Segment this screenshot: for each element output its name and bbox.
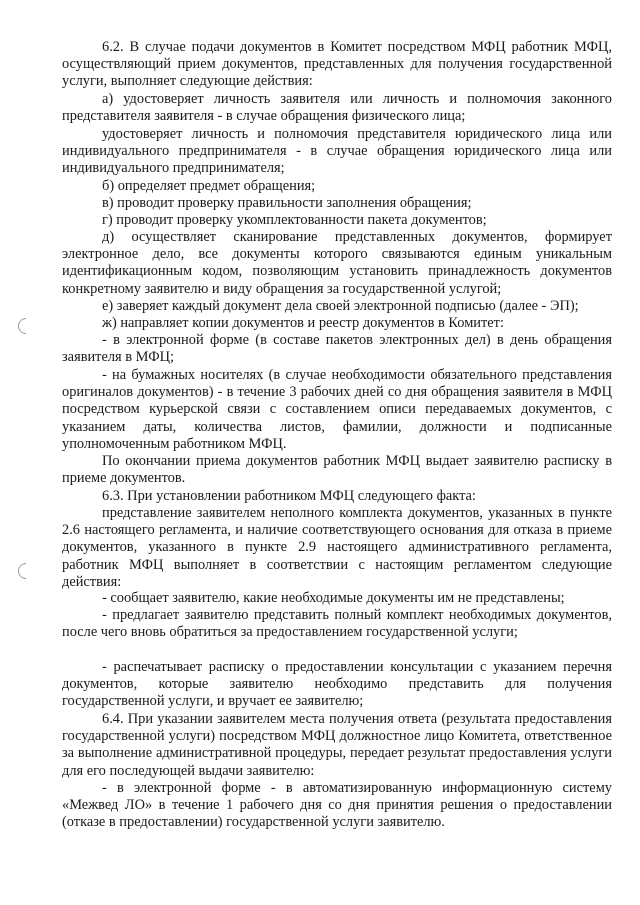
punch-hole-mark-top	[15, 315, 38, 338]
paragraph-6-3-intro: 6.3. При установлении работником МФЦ следующего факта:	[102, 488, 476, 504]
paragraph-legal-entity: удостоверяет личность и полномочия представителя юридического лица или индивидуального предпринимателя - в случае обращения юридического лица или индивидуального предпринимателя;	[62, 126, 612, 177]
paragraph-electronic-form: - в электронной форме (в составе пакетов электронных дел) в день обращения заявителя в МФЦ;	[62, 332, 612, 366]
paragraph-item-b: б) определяет предмет обращения;	[102, 178, 316, 194]
paragraph-item-d: д) осуществляет сканирование представленных документов, формирует электронное дело, все документы которого связываются единым уникальным идентификационным кодом, позволяющим установить принадлежность документов конкретному заявителю и виду обращения за государственной услугой;	[62, 229, 612, 297]
punch-hole-mark-bottom	[15, 560, 38, 583]
paragraph-paper-form: - на бумажных носителях (в случае необходимости обязательного представления оригиналов документов) - в течение 3 рабочих дней со дня обращения заявителя в МФЦ посредством курьерской связи с составлением описи передаваемых документов, с указанием даты, количества листов, фамилии, должности и подписанные уполномоченным работником МФЦ.	[62, 367, 612, 452]
paragraph-incomplete-set: представление заявителем неполного комплекта документов, указанных в пункте 2.6 настоящего регламента, и наличие соответствующего основания для отказа в приеме документов, указанного в пункте 2.9 настоящего административного регламента, работник МФЦ выполняет в соответствии с настоящим регламентом следующие действия:	[62, 505, 612, 590]
paragraph-print-receipt: - распечатывает расписку о предоставлении консультации с указанием перечня документов, которые заявителю необходимо представить для получения государственной услуги, и вручает ее заявителю;	[62, 659, 612, 710]
paragraph-offer: - предлагает заявителю представить полный комплект необходимых документов, после чего вновь обратиться за предоставлением государственной услуги;	[62, 607, 612, 641]
paragraph-item-zh: ж) направляет копии документов и реестр документов в Комитет:	[102, 315, 504, 331]
paragraph-item-v: в) проводит проверку правильности заполнения обращения;	[102, 195, 472, 211]
paragraph-6-4: 6.4. При указании заявителем места получения ответа (результата предоставления государственной услуги) посредством МФЦ должностное лицо Комитета, ответственное за выполнение административной процедуры, передает результат предоставления услуги для его последующей выдачи заявителю:	[62, 711, 612, 779]
paragraph-mezhved: - в электронной форме - в автоматизированную информационную систему «Межвед ЛО» в течение 1 рабочего дня со дня принятия решения о предоставлении (отказе в предоставлении) государственной услуги заявителю.	[62, 780, 612, 831]
paragraph-item-e: е) заверяет каждый документ дела своей электронной подписью (далее - ЭП);	[102, 298, 579, 314]
paragraph-6-2-intro: 6.2. В случае подачи документов в Комитет посредством МФЦ работник МФЦ, осуществляющий прием документов, представленных для получения государственной услуги, выполняет следующие действия:	[62, 39, 612, 90]
paragraph-item-g: г) проводит проверку укомплектованности пакета документов;	[102, 212, 487, 228]
paragraph-inform: - сообщает заявителю, какие необходимые документы им не представлены;	[102, 590, 565, 606]
paragraph-receipt: По окончании приема документов работник МФЦ выдает заявителю расписку в приеме документов.	[62, 453, 612, 487]
paragraph-item-a: а) удостоверяет личность заявителя или личность и полномочия законного представителя заявителя - в случае обращения физического лица;	[62, 91, 612, 125]
